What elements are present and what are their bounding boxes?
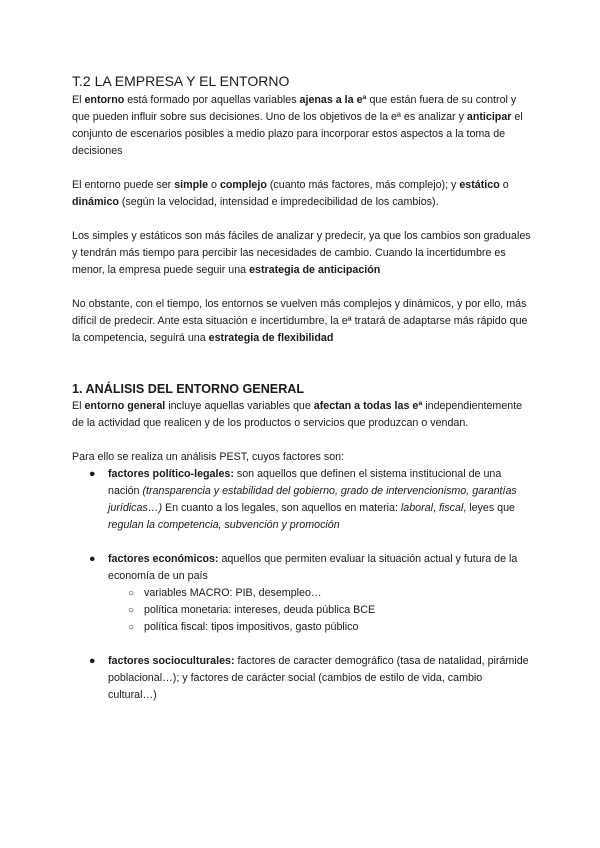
economic-sub-list [108,585,532,636]
term-complejo: complejo [219,179,267,191]
sub-bullet-icon: ○ [128,622,135,633]
term-entorno-general: entorno general [84,400,166,412]
term-anticipar: anticipar [466,111,512,123]
term-dinamico: dinámico [72,196,119,208]
pest-factor-list [72,653,532,704]
term-afectan: afectan a todas las eª [313,400,423,412]
sub-bullet-icon: ○ [128,605,135,616]
flexibility-paragraph: No obstante, con el tiempo, los entornos se vuelven más complejos y dinámicos, y por ello, más difícil de predecir. Ante esta situación e incertidumbre, la eª tratará de adaptarse más rápido que la competencia, seguirá una estrategia de flexibilidad [72,298,528,344]
pest-factor-list [72,466,532,534]
document-page [72,72,532,704]
anticipation-paragraph: Los simples y estáticos son más fáciles de analizar y predecir, ya que los cambios son graduales y tendrán más tiempo para percibir las necesidades de cambio. Cuando la incertidumbre es menor, la empresa puede seguir una estrategia de anticipación [72,230,531,276]
list-item: ○ política fiscal: tipos impositivos, gasto público [108,619,532,636]
types-paragraph: El entorno puede ser simple o complejo (cuanto más factores, más complejo); y estático o dinámico (según la velocidad, intensidad e impredecibilidad de los cambios). [72,179,509,208]
pest-factor-list [72,551,532,636]
term-entorno: entorno [84,94,125,106]
term-estrategia-flexibilidad: estrategia de flexibilidad [208,332,334,344]
list-item-politico: ● factores político-legales: son aquellos que definen el sistema institucional de una nación (transparencia y estabilidad del gobierno, grado de intervencionismo, garantías jurídicas…) En cuanto a los legales, son aquellos en materia: laboral, fiscal, leyes que regulan la competencia, subvención y promoción [89,468,517,531]
section-heading: 1. ANÁLISIS DEL ENTORNO GENERAL [72,382,305,396]
bullet-icon: ● [89,553,96,565]
general-environment-paragraph: El entorno general incluye aquellas variables que afectan a todas las eª independientemente de la actividad que realicen y de los productos o servicios que produzcan o vendan. [72,400,523,429]
list-item-sociocultural: ● factores socioculturales: factores de caracter demográfico (tasa de natalidad, pirámide poblacional…); y factores de carácter social (cambios de estilo de vida, cambio cultural…) [89,655,529,701]
term-estatico: estático [459,179,500,191]
sub-bullet-icon: ○ [128,588,135,599]
bullet-icon: ● [89,655,96,667]
document-title: T.2 LA EMPRESA Y EL ENTORNO [72,73,290,89]
term-simple: simple [174,179,209,191]
term-estrategia-anticipacion: estrategia de anticipación [249,264,381,276]
intro-paragraph: El entorno está formado por aquellas variables ajenas a la eª que están fuera de su control y que pueden influir sobre sus decisiones. Uno de los objetivos de la eª es analizar y anticipar el conjunto de escenarios posibles a medio plazo para incorporar estos aspectos a la toma de decisiones [72,94,523,157]
pest-intro: Para ello se realiza un análisis PEST, cuyos factores son: [72,451,345,463]
list-item: ○ política monetaria: intereses, deuda pública BCE [108,602,532,619]
bullet-icon: ● [89,468,96,480]
list-item: ○ variables MACRO: PIB, desempleo… [108,585,532,602]
list-item-economico: ● factores económicos: aquellos que permiten evaluar la situación actual y futura de la economía de un país ○ variables MACRO: PIB, desempleo… ○ política monetaria: intereses, deuda pública BCE ○ política fiscal: tipos impositivos, gasto público [72,551,532,636]
term-ajenas: ajenas a la eª [299,94,367,106]
